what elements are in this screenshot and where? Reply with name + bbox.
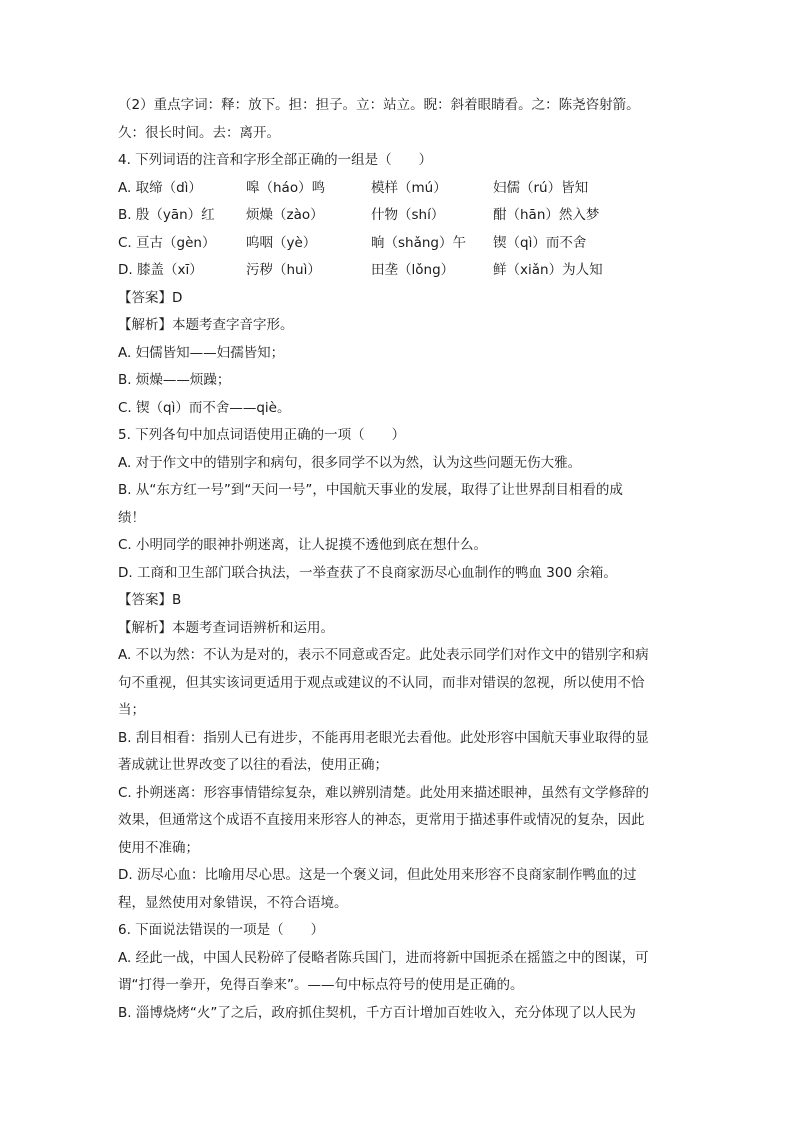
question-5-analysis: 著成就让世界改变了以往的看法，使用正确；: [118, 757, 388, 773]
option-word: 田垄（lǒng）: [371, 262, 455, 278]
option-word: 晌（shǎng）午: [371, 234, 466, 251]
question-4-analysis: 【解析】本题考查字音字形。: [118, 317, 294, 333]
question-5-analysis: 当；: [118, 702, 145, 718]
question-5-analysis: D. 沥尽心血：比喻用尽心思。这是一个褒义词，但此处用来形容不良商家制作鸭血的过: [118, 867, 637, 883]
option-word: 模样（mú）: [371, 179, 447, 196]
question-5-analysis: 句不重视，但其实该词更适用于观点或建议的不认同，而非对错误的忽视，所以使用不恰: [118, 674, 645, 691]
question-5-option: D. 工商和卫生部门联合执法，一举查获了不良商家沥尽心血制作的鸭血 300 余箱。: [118, 564, 617, 581]
option-word: 锲（qì）而不舍: [493, 234, 587, 251]
question-5-option: B. 从“东方红一号”到“天问一号”，中国航天事业的发展，取得了让世界刮目相看的成: [118, 482, 623, 498]
option-word: 烦燥（zào）: [246, 207, 324, 223]
question-4-analysis: A. 妇儒皆知——妇孺皆知；: [118, 344, 285, 361]
question-6-option: B. 淄博烧烤“火”了之后，政府抓住契机，千方百计增加百姓收入，充分体现了以人民为: [118, 1004, 636, 1021]
question-6-option: 谓“打得一拳开，免得百拳来”。——句中标点符号的使用是正确的。: [118, 977, 524, 993]
question-5-analysis: C. 扑朔迷离：形容事情错综复杂，难以辨别清楚。此处用来描述眼神，虽然有文学修辞的: [118, 784, 650, 801]
question-4-stem: 4. 下列词语的注音和字形全部正确的一组是（ ）: [118, 152, 433, 168]
question-5-analysis: B. 刮目相看：指别人已有进步，不能再用老眼光去看他。此处形容中国航天事业取得的显: [118, 729, 649, 746]
option-word: D. 膝盖（xī）: [118, 262, 203, 278]
option-word: B. 殷（yān）红: [118, 207, 215, 223]
question-5-option: A. 对于作文中的错别字和病句，很多同学不以为然，认为这些问题无伤大雅。: [118, 454, 582, 471]
question-4-answer: 【答案】D: [118, 289, 183, 306]
question-4-option-a: [118, 175, 678, 203]
question-5-option: 绩！: [118, 509, 145, 526]
option-word: 呜咽（yè）: [246, 234, 317, 251]
document-page: [118, 92, 678, 1027]
option-word: A. 取缔（dì）: [118, 179, 202, 196]
question-4-option-d: [118, 257, 678, 285]
question-5-answer: 【答案】B: [118, 592, 182, 608]
option-word: 妇儒（rú）皆知: [493, 179, 589, 196]
question-5-analysis: 程，显然使用对象错误，不符合语境。: [118, 894, 348, 911]
question-5-analysis: 效果，但通常这个成语不直接用来形容人的神态，更常用于描述事件或情况的复杂，因此: [118, 812, 645, 828]
question-5-analysis: 使用不准确；: [118, 839, 199, 856]
question-4-analysis: C. 锲（qì）而不舍——qiè。: [118, 399, 291, 416]
question-5-option: C. 小明同学的眼神扑朔迷离，让人捉摸不透他到底在想什么。: [118, 537, 488, 553]
question-4-analysis: B. 烦燥——烦躁；: [118, 372, 231, 388]
option-word: C. 亘古（gèn）: [118, 234, 216, 251]
question-5-stem: 5. 下列各句中加点词语使用正确的一项（ ）: [118, 427, 406, 443]
question-5-analysis: 【解析】本题考查词语辨析和运用。: [118, 619, 334, 636]
question-6-option: A. 经此一战，中国人民粉碎了侵略者陈兵国门，进而将新中国扼杀在摇篮之中的图谋，可: [118, 949, 649, 966]
question-4-option-c: [118, 230, 678, 258]
option-word: 酣（hān）然入梦: [493, 207, 600, 223]
option-word: 污秽（huì）: [246, 262, 321, 278]
question-6-stem: 6. 下面说法错误的一项是（ ）: [118, 922, 325, 938]
intro-line: （2）重点字词：释：放下。担：担子。立：站立。睨：斜着眼睛看。之：陈尧咨射箭。: [118, 97, 640, 113]
option-word: 什物（shí）: [371, 207, 445, 223]
option-word: 嗥（háo）鸣: [246, 179, 326, 196]
question-5-analysis: A. 不以为然：不认为是对的，表示不同意或否定。此处表示同学们对作文中的错别字和病: [118, 647, 649, 663]
intro-line: 久：很长时间。去：离开。: [118, 124, 280, 141]
question-4-option-b: [118, 202, 678, 230]
option-word: 鲜（xiǎn）为人知: [493, 262, 603, 278]
